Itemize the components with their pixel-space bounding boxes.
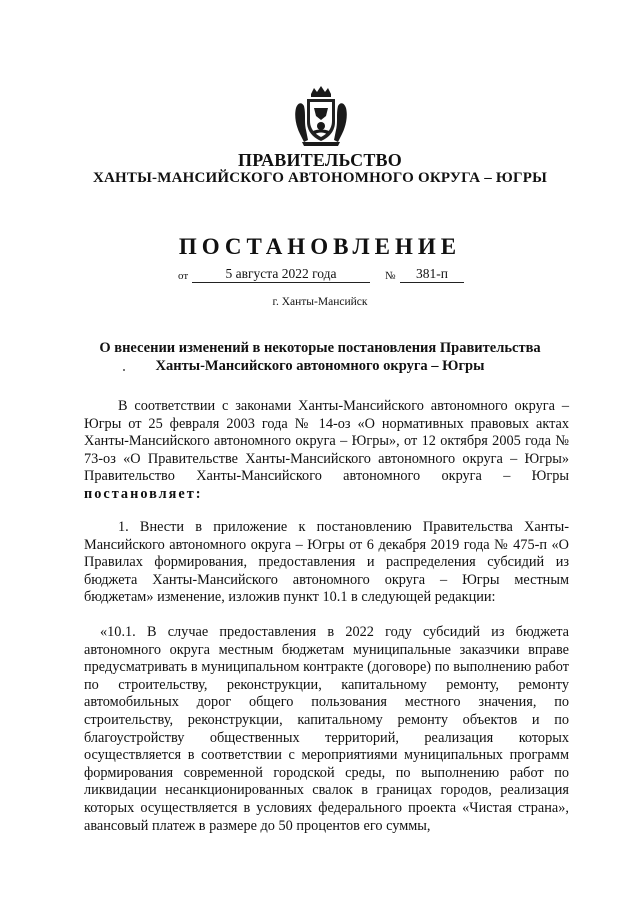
preamble-paragraph [84,398,569,504]
item-1-quote-text: «10.1. В случае предоставления в 2022 году субсидий из бюджета автономного округа местным бюджетам муниципальные заказчики вправе предусматривать в муниципальном контракте (договоре) по выполнению работ по строительству, реконструкции, капитальному ремонту, ремонту автомобильных дорог общего пользования местного значения, по строительству, реконструкции, капитальному ремонту объектов и по благоустройству общественных территорий, реализация которых осуществляется в соответствии с мероприятиями муниципальных программ формирования современной городской среды, по выполнению работ по ликвидации несанкционированных свалок в границах городов, реализация которых осуществляется в условиях федерального проекта «Чистая страна», авансовый платеж в размере до 50 процентов его суммы, [84,624,569,834]
document-subject [60,339,580,375]
government-region: ХАНТЫ-МАНСИЙСКОГО АВТОНОМНОГО ОКРУГА – ЮГРЫ [92,170,547,186]
subject-line-1: О внесении изменений в некоторые постановления Правительства [99,340,541,356]
preamble-text: В соответствии с законами Ханты-Мансийского автономного округа – Югры от 25 февраля 2003 года № 14-оз «О нормативных правовых актах Ханты-Мансийского автономного округа – Югры», от 12 октября 2005 года № 73-оз «О Правительстве Ханты-Мансийского автономного округа – Югры» Правительство Ханты-Мансийского автономного округа – Югры [84,398,569,485]
document-city: г. Ханты-Мансийск [272,296,368,308]
item-1-quote-paragraph [84,624,569,835]
government-title: ПРАВИТЕЛЬСТВО [238,150,402,170]
document-type: ПОСТАНОВЛЕНИЕ [178,234,462,259]
subject-line-2: Ханты-Мансийского автономного округа – Югры [155,358,485,374]
document-number: 381-п [400,266,464,283]
coat-of-arms-emblem [292,86,350,146]
item-1-paragraph [84,519,569,607]
scan-speck [123,369,125,371]
document-date: 5 августа 2022 года [192,266,370,283]
date-label: от [178,270,189,282]
item-1-text: 1. Внести в приложение к постановлению Правительства Ханты-Мансийского автономного округа – Югры от 6 декабря 2019 года № 475-п «О Правилах формирования, предоставления и распределения субсидий из бюджета Ханты-Мансийского автономного округа – Югры местным бюджетам» изменение, изложив пункт 10.1 в следующей редакции: [84,519,569,606]
date-number-row [178,266,478,286]
number-label: № [385,270,396,282]
preamble-emphasis: постановляет: [84,485,203,502]
